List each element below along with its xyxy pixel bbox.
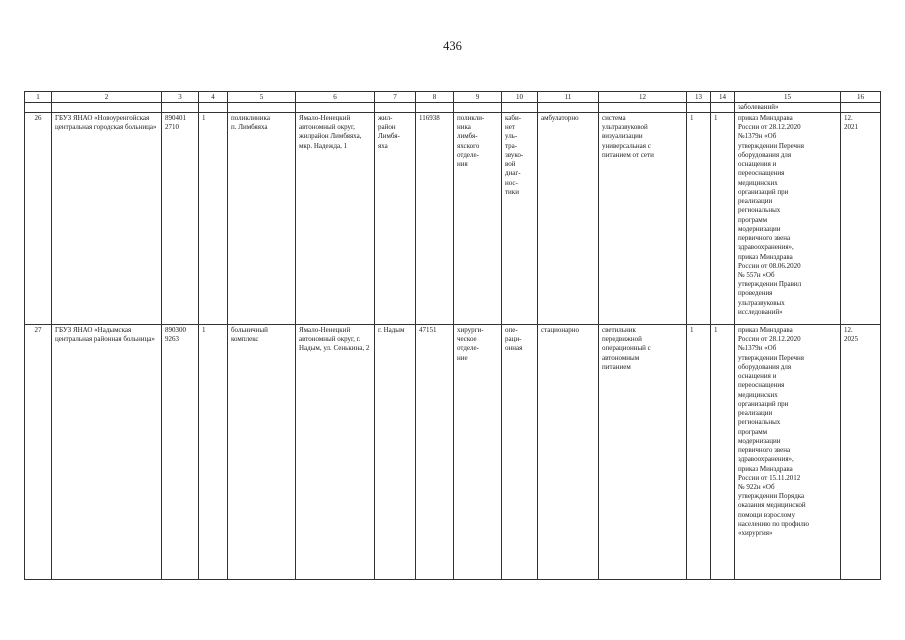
column-13-value: 1 — [687, 325, 711, 580]
column-header: 12 — [599, 92, 687, 103]
organization-name: ГБУЗ ЯНАО «Новоуренгойская центральная городская больница» — [52, 113, 162, 325]
row-number: 27 — [25, 325, 52, 580]
table-cell — [228, 103, 296, 113]
table-cell — [599, 103, 687, 113]
care-form: стационарно — [538, 325, 599, 580]
table-cell — [25, 103, 52, 113]
column-header: 10 — [502, 92, 538, 103]
table-cell — [52, 103, 162, 113]
table-cell — [199, 103, 228, 113]
table-cell — [502, 103, 538, 113]
legal-basis: приказ Минздрава России от 28.12.2020 №1379н «Об утверждении Перечня оборудования для оснащения и переоснащения медицинских организаций при реализации региональных программ модернизации первичного звена здравоохранения», приказ Минздрава России от 08.06.2020 № 557н «Об утверждении Правил проведения ультразвуковых исследований» — [735, 113, 841, 325]
room: каби- нет уль- тра- звуко- вой диаг- нос- тики — [502, 113, 538, 325]
department: хирурги- ческое отделе- ние — [454, 325, 502, 580]
due-date: 12. 2021 — [841, 113, 881, 325]
organization-name: ГБУЗ ЯНАО «Надымская центральная районная больница» — [52, 325, 162, 580]
table-cell — [454, 103, 502, 113]
column-header: 9 — [454, 92, 502, 103]
column-header: 2 — [52, 92, 162, 103]
table-cell — [296, 103, 375, 113]
column-header: 5 — [228, 92, 296, 103]
due-date: 12. 2025 — [841, 325, 881, 580]
table-cell — [162, 103, 199, 113]
column-14-value: 1 — [711, 113, 735, 325]
column-8-value: 47151 — [416, 325, 454, 580]
table-cell — [416, 103, 454, 113]
room: опе- раци- онная — [502, 325, 538, 580]
table-cell — [687, 103, 711, 113]
column-8-value: 116938 — [416, 113, 454, 325]
legal-basis: приказ Минздрава России от 28.12.2020 №1379н «Об утверждении Перечня оборудования для оснащения и переоснащения медицинских организаций при реализации региональных программ модернизации первичного звена здравоохранения», приказ Минздрава России от 15.11.2012 № 922н «Об утверждении Порядка оказания медицинской помощи взрослому населению по профилю «хирургия» — [735, 325, 841, 580]
column-13-value: 1 — [687, 113, 711, 325]
table-cell — [841, 103, 881, 113]
column-header: 1 — [25, 92, 52, 103]
column-4-value: 1 — [199, 113, 228, 325]
column-14-value: 1 — [711, 325, 735, 580]
table-cell — [538, 103, 599, 113]
organization-code: 890401 2710 — [162, 113, 199, 325]
equipment-table — [24, 91, 881, 580]
table-row — [25, 325, 881, 580]
address: Ямало-Ненецкий автономный округ, г. Надым, ул. Сенькина, 2 — [296, 325, 375, 580]
department: поликли- ника лимбя- яхского отделе- ния — [454, 113, 502, 325]
table-cell — [375, 103, 416, 113]
equipment-name: светильник передвижной операционный с автономным питанием — [599, 325, 687, 580]
column-header: 7 — [375, 92, 416, 103]
equipment-name: система ультразвуковой визуализации универсальная с питанием от сети — [599, 113, 687, 325]
column-header: 4 — [199, 92, 228, 103]
column-number-row — [25, 92, 881, 103]
organization-code: 890300 9263 — [162, 325, 199, 580]
continuation-row — [25, 103, 881, 113]
address: Ямало-Ненецкий автономный округ, жилрайон Лимбяяха, мкр. Надежда, 1 — [296, 113, 375, 325]
locality: г. Надым — [375, 325, 416, 580]
table-row — [25, 113, 881, 325]
column-header: 6 — [296, 92, 375, 103]
locality: жил- район Лимбя- яха — [375, 113, 416, 325]
page-number: 436 — [443, 39, 462, 53]
column-header: 16 — [841, 92, 881, 103]
column-header: 14 — [711, 92, 735, 103]
facility-unit: поликлиника п. Лимбяяха — [228, 113, 296, 325]
column-header: 11 — [538, 92, 599, 103]
table-cell — [711, 103, 735, 113]
care-form: амбулаторно — [538, 113, 599, 325]
column-header: 3 — [162, 92, 199, 103]
facility-unit: больничный комплекс — [228, 325, 296, 580]
row-number: 26 — [25, 113, 52, 325]
column-header: 13 — [687, 92, 711, 103]
column-4-value: 1 — [199, 325, 228, 580]
column-header: 8 — [416, 92, 454, 103]
column-header: 15 — [735, 92, 841, 103]
legal-basis-continuation: заболеваний» — [735, 103, 841, 113]
